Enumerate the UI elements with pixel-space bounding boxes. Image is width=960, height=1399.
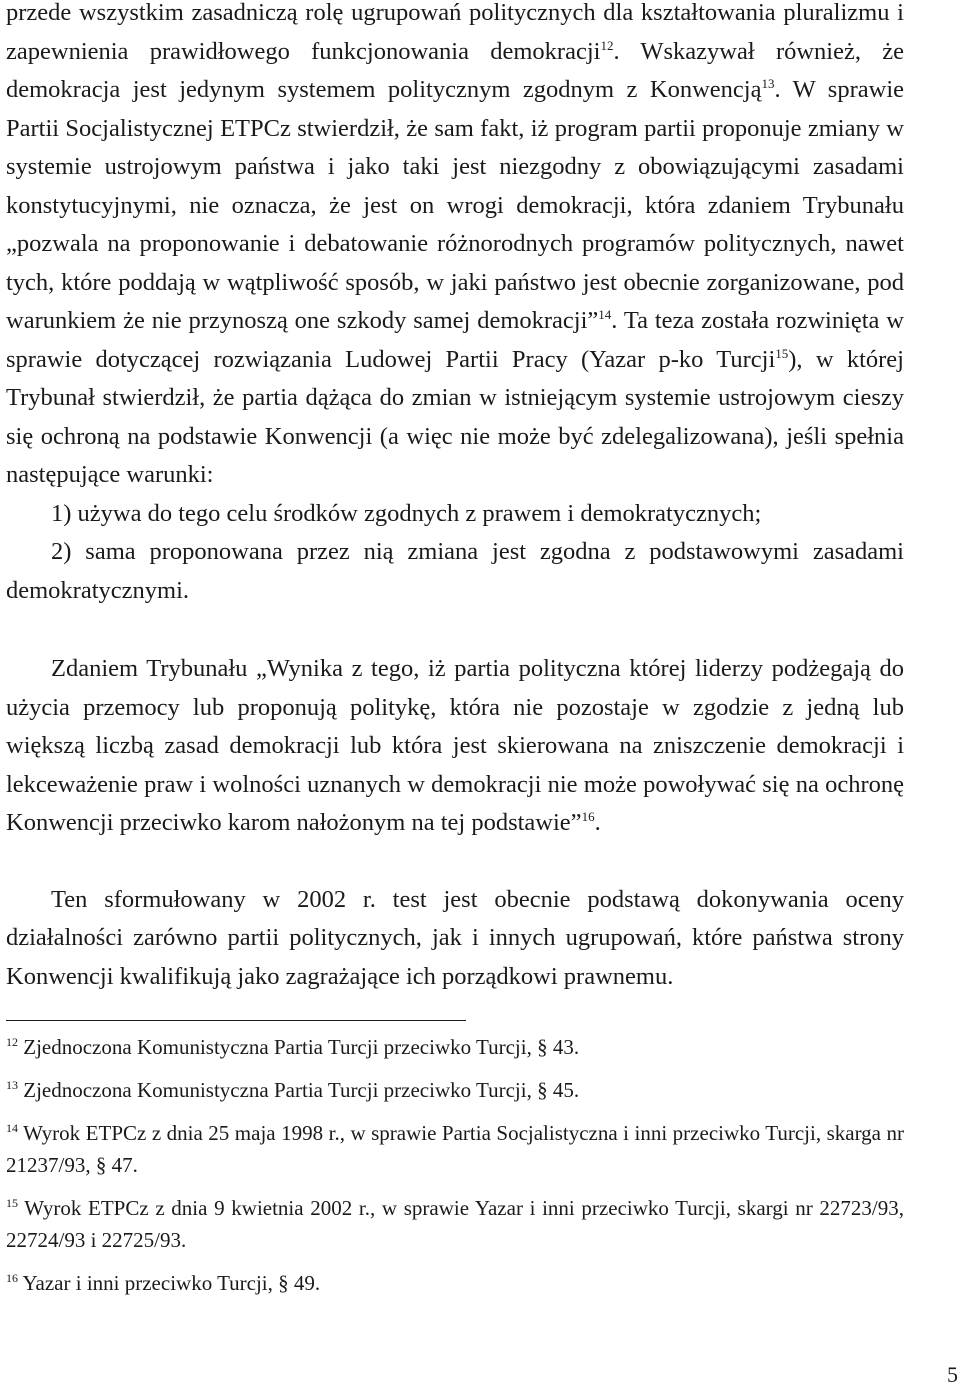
list-item — [6, 495, 904, 534]
footnote-ref-12: 12 — [600, 37, 614, 53]
footnote-text: Yazar i inni przeciwko Turcji, § 49. — [18, 1271, 321, 1295]
footnote-ref-13: 13 — [761, 75, 775, 91]
paragraph-2-text-b: . — [594, 809, 601, 836]
footnote-item — [6, 1192, 904, 1256]
footnote-item — [6, 1117, 904, 1181]
paragraph-1-text-d: . Ta teza została rozwinięta w sprawie dotyczącej rozwiązania Ludowej Partii Pracy (Yazar p-ko Turcji — [6, 307, 904, 373]
paragraph-1-text-e: ), w której Trybunał stwierdził, że partia dążąca do zmian w istniejącym systemie ustrojowym cieszy się ochroną na podstawie Konwencji (a więc nie może być zdelegalizowana), jeśli spełnia następujące warunki: — [6, 345, 904, 488]
list-item-text: używa do tego celu środków zgodnych z prawem i demokratycznych; — [71, 499, 762, 527]
footnote-item — [6, 1031, 904, 1063]
footnote-text: Wyrok ETPCz z dnia 9 kwietnia 2002 r., w sprawie Yazar i inni przeciwko Turcji, skargi nr 22723/93, 22724/93 i 22725/93. — [6, 1196, 904, 1252]
footnote-number: 15 — [6, 1196, 18, 1210]
footnote-number: 14 — [6, 1121, 18, 1135]
paragraph-1-text-c: . W sprawie Partii Socjalistycznej ETPCz stwierdził, że sam fakt, iż program partii proponuje zmiany w systemie ustrojowym państwa i jako taki jest niezgodny z obowiązującymi zasadami konstytucyjnymi, nie oznacza, że jest on wrogi demokracji, która zdaniem Trybunału „pozwala na proponowanie i debatowanie różnorodnych programów politycznych, nawet tych, które poddają w wątpliwość sposób, w jaki państwo jest obecnie zorganizowane, pod warunkiem że nie przynoszą one szkody samej demokracji” — [6, 76, 904, 334]
footnote-item — [6, 1267, 904, 1299]
footnote-divider — [6, 1020, 466, 1021]
paragraph-1 — [6, 0, 904, 495]
footnote-text: Zjednoczona Komunistyczna Partia Turcji przeciwko Turcji, § 43. — [18, 1035, 580, 1059]
footnote-text: Zjednoczona Komunistyczna Partia Turcji przeciwko Turcji, § 45. — [18, 1078, 580, 1102]
list-item — [6, 533, 904, 610]
paragraph-2-text-a: Zdaniem Trybunału „Wynika z tego, iż partia polityczna której liderzy podżegają do użycia przemocy lub proponują politykę, która nie pozostaje w zgodzie z jedną lub większą liczbą zasad demokracji lub która jest skierowana na zniszczenie demokracji i lekceważenie praw i wolności uznanych w demokracji nie może powoływać się na ochronę Konwencji przeciwko karom nałożonym na tej podstawie” — [6, 655, 904, 836]
footnote-ref-16: 16 — [581, 808, 595, 824]
footnote-number: 16 — [6, 1271, 18, 1285]
paragraph-2 — [6, 650, 904, 843]
footnotes — [6, 1031, 904, 1299]
footnote-number: 12 — [6, 1035, 18, 1049]
footnote-number: 13 — [6, 1078, 18, 1092]
footnote-item — [6, 1074, 904, 1106]
paragraph-1-text-a: przede wszystkim zasadniczą rolę ugrupowań politycznych dla kształtowania pluralizmu i zapewnienia prawidłowego funkcjonowania demokracji — [6, 0, 904, 65]
paragraph-3: Ten sformułowany w 2002 r. test jest obecnie podstawą dokonywania oceny działalności zarówno partii politycznych, jak i innych ugrupowań, które państwa strony Konwencji kwalifikują jako zagrażające ich porządkowi prawnemu. — [6, 885, 904, 990]
list-item-number: 1) — [51, 499, 72, 527]
list-item-number: 2) — [51, 538, 72, 565]
list-item-text: sama proponowana przez nią zmiana jest zgodna z podstawowymi zasadami demokratycznymi. — [6, 538, 904, 604]
footnote-text: Wyrok ETPCz z dnia 25 maja 1998 r., w sprawie Partia Socjalistyczna i inni przeciwko Turcji, skarga nr 21237/93, § 47. — [6, 1121, 904, 1177]
page-number: 5 — [947, 1362, 958, 1387]
footnote-ref-15: 15 — [775, 345, 789, 361]
document-page — [6, 0, 904, 1310]
footnote-ref-14: 14 — [598, 306, 612, 322]
paragraph-1-text-b: . Wskazywał również, że demokracja jest jedynym systemem politycznym zgodnym z Konwencją — [6, 37, 904, 103]
